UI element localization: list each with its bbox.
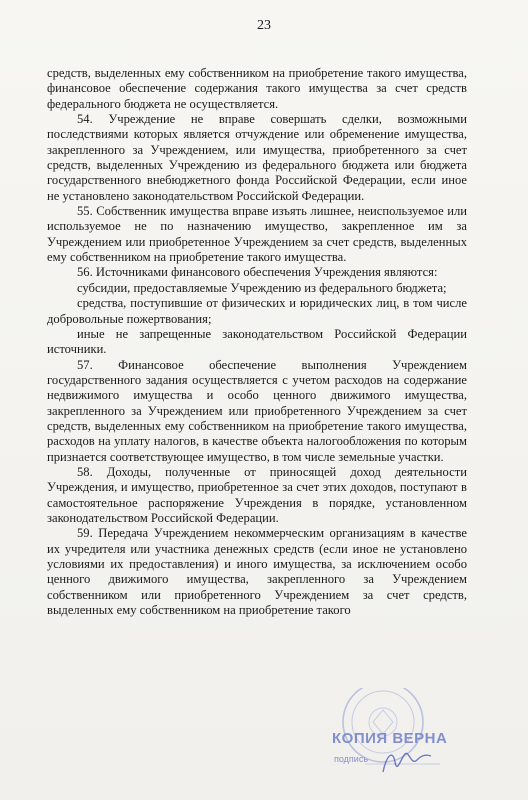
list-item-donations: средства, поступившие от физических и юридических лиц, в том числе добровольные пожертвования; xyxy=(47,296,467,326)
certification-stamp xyxy=(305,688,465,792)
paragraph-55: 55. Собственник имущества вправе изъять лишнее, неиспользуемое или используемое не по назначению имущество, закрепленное им за Учреждением или приобретенное Учреждением за счет средств, выделенных ему собственником на приобретение такого имущества. xyxy=(47,204,467,265)
paragraph-continuation: средств, выделенных ему собственником на приобретение такого имущества, финансовое обеспечение содержания такого имущества за счет средств федерального бюджета не осуществляется. xyxy=(47,66,467,111)
stamp-signature-label: подпись xyxy=(334,754,369,764)
paragraph-58: 58. Доходы, полученные от приносящей доход деятельности Учреждения, и имущество, приобретенное за счет этих доходов, поступают в самостоятельное распоряжение Учреждения в порядке, установленном законодательством Российской Федерации. xyxy=(47,464,467,525)
stamp-title: КОПИЯ ВЕРНА xyxy=(332,730,448,747)
paragraph-59: 59. Передача Учреждением некоммерческим организациям в качестве их учредителя или участника денежных средств (если иное не установлено условиями их предоставления) и иного имущества, за исключением особо ценного движимого имущества, закрепленного за Учреждением собственником или приобретенного Учреждением за счет средств, выделенных ему собственником на приобретение такого xyxy=(47,526,467,618)
document-body xyxy=(47,66,467,618)
page-number: 23 xyxy=(257,18,271,33)
paragraph-57: 57. Финансовое обеспечение выполнения Учреждением государственного задания осуществляется с учетом расходов на содержание недвижимого имущества и особо ценного движимого имущества, закрепленного за Учреждением или приобретенного Учреждением за счет средств, выделенных ему собственником на приобретение такого имущества, расходов на уплату налогов, в качестве объекта налогообложения по которым признается соответствующее имущество, в том числе земельные участки. xyxy=(47,357,467,464)
list-item-subsidies: субсидии, предоставляемые Учреждению из федерального бюджета; xyxy=(77,280,447,295)
paragraph-56: 56. Источниками финансового обеспечения Учреждения являются: xyxy=(77,265,438,280)
paragraph-54: 54. Учреждение не вправе совершать сделки, возможными последствиями которых является отчуждение или обременение имущества, закрепленного за Учреждением, или имущества, приобретенного за счет средств, выделенных Учреждению из федерального бюджета или бюджета государственного внебюджетного фонда Российской Федерации, если иное не установлено законодательством Российской Федерации. xyxy=(47,112,467,203)
list-item-other-sources: иные не запрещенные законодательством Российской Федерации источники. xyxy=(47,326,467,357)
